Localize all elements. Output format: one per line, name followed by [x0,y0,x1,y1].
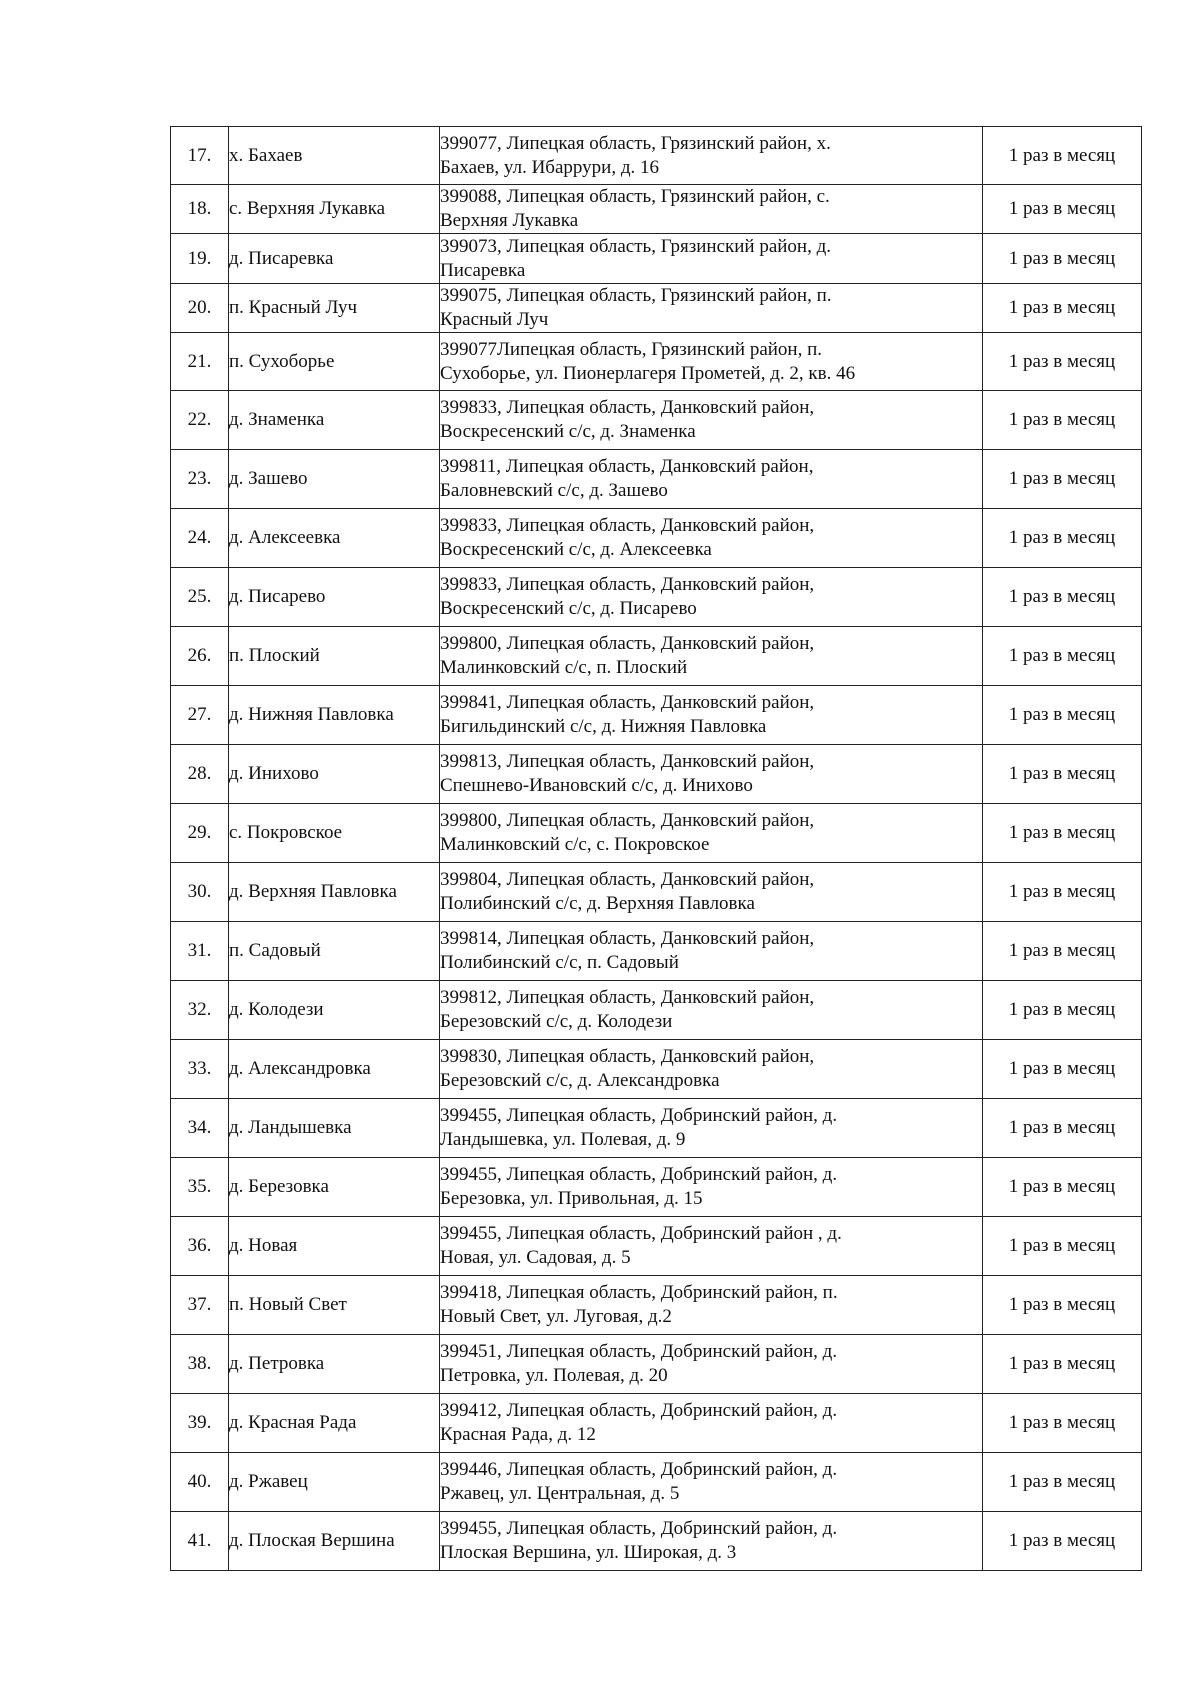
address-cell [440,391,983,450]
row-number: 25. [171,568,229,627]
address-cell [440,804,983,863]
settlement-name: д. Нижняя Павловка [229,686,440,745]
settlement-name: д. Верхняя Павловка [229,863,440,922]
settlements-table [170,126,1142,1571]
address-line-2: Малинковский с/с, с. Покровское [440,834,710,855]
address-line-2: Малинковский с/с, п. Плоский [440,657,688,678]
row-number: 22. [171,391,229,450]
row-number: 21. [171,333,229,391]
settlement-name: с. Покровское [229,804,440,863]
address-line-2: Березовский с/с, д. Александровка [440,1070,720,1091]
table-row [171,1099,1142,1158]
address-line-2: Баловневский с/с, д. Зашево [440,480,668,501]
row-number: 40. [171,1453,229,1512]
frequency: 1 раз в месяц [983,1276,1142,1335]
address-line-2: Петровка, ул. Полевая, д. 20 [440,1365,668,1386]
address-cell [440,568,983,627]
table-row [171,1335,1142,1394]
frequency: 1 раз в месяц [983,509,1142,568]
row-number: 38. [171,1335,229,1394]
frequency: 1 раз в месяц [983,1335,1142,1394]
address-cell [440,745,983,804]
address-cell [440,1512,983,1571]
address-cell [440,333,983,391]
address-line-1: 399418, Липецкая область, Добринский район, п. [440,1282,838,1303]
settlement-name: п. Плоский [229,627,440,686]
settlement-name: д. Березовка [229,1158,440,1217]
frequency: 1 раз в месяц [983,804,1142,863]
settlement-name: д. Знаменка [229,391,440,450]
address-line-1: 399088, Липецкая область, Грязинский район, с. [440,186,830,207]
address-line-1: 399455, Липецкая область, Добринский район, д. [440,1518,838,1539]
table-row [171,391,1142,450]
address-line-1: 399814, Липецкая область, Данковский район, [440,928,815,949]
settlement-name: с. Верхняя Лукавка [229,185,440,234]
table-row [171,1158,1142,1217]
table-row [171,981,1142,1040]
row-number: 28. [171,745,229,804]
address-line-1: 399800, Липецкая область, Данковский район, [440,633,815,654]
address-cell [440,509,983,568]
address-cell [440,1394,983,1453]
settlement-name: д. Зашево [229,450,440,509]
frequency: 1 раз в месяц [983,863,1142,922]
address-line-2: Спешнево-Ивановский с/с, д. Инихово [440,775,753,796]
settlement-name: п. Сухоборье [229,333,440,391]
table-row [171,686,1142,745]
settlement-name: п. Красный Луч [229,284,440,333]
row-number: 23. [171,450,229,509]
settlement-name: д. Красная Рада [229,1394,440,1453]
address-line-2: Воскресенский с/с, д. Знаменка [440,421,696,442]
table-row [171,922,1142,981]
address-line-1: 399455, Липецкая область, Добринский район, д. [440,1105,838,1126]
address-line-1: 399451, Липецкая область, Добринский район, д. [440,1341,838,1362]
settlement-name: п. Новый Свет [229,1276,440,1335]
address-cell [440,1276,983,1335]
address-line-2: Писаревка [440,259,526,281]
frequency: 1 раз в месяц [983,1040,1142,1099]
settlement-name: д. Писаревка [229,234,440,284]
address-line-1: 399077, Липецкая область, Грязинский район, х. [440,132,831,154]
row-number: 41. [171,1512,229,1571]
settlement-name: д. Ржавец [229,1453,440,1512]
address-line-2: Березовский с/с, д. Колодези [440,1011,673,1032]
frequency: 1 раз в месяц [983,127,1142,185]
address-cell [440,627,983,686]
frequency: 1 раз в месяц [983,922,1142,981]
settlement-name: д. Новая [229,1217,440,1276]
row-number: 20. [171,284,229,333]
table-row [171,863,1142,922]
frequency: 1 раз в месяц [983,185,1142,234]
address-line-1: 399075, Липецкая область, Грязинский район, п. [440,285,832,306]
frequency: 1 раз в месяц [983,1099,1142,1158]
table-row [171,234,1142,284]
address-cell [440,686,983,745]
address-line-2: Березовка, ул. Привольная, д. 15 [440,1188,703,1209]
address-line-2: Бахаев, ул. Ибаррури, д. 16 [440,156,659,178]
frequency: 1 раз в месяц [983,450,1142,509]
address-line-2: Плоская Вершина, ул. Широкая, д. 3 [440,1542,737,1563]
table-row [171,1394,1142,1453]
address-line-1: 399833, Липецкая область, Данковский район, [440,574,815,595]
address-cell [440,450,983,509]
settlement-name: п. Садовый [229,922,440,981]
address-cell [440,127,983,185]
address-cell [440,284,983,333]
address-line-1: 399841, Липецкая область, Данковский район, [440,692,815,713]
address-line-1: 399446, Липецкая область, Добринский район, д. [440,1459,838,1480]
table-row [171,1453,1142,1512]
address-line-2: Новый Свет, ул. Луговая, д.2 [440,1306,672,1327]
address-cell [440,1335,983,1394]
row-number: 19. [171,234,229,284]
settlement-name: д. Писарево [229,568,440,627]
row-number: 34. [171,1099,229,1158]
address-line-2: Полибинский с/с, д. Верхняя Павловка [440,893,755,914]
row-number: 30. [171,863,229,922]
address-line-1: 399833, Липецкая область, Данковский район, [440,397,815,418]
frequency: 1 раз в месяц [983,234,1142,284]
row-number: 29. [171,804,229,863]
table-row [171,1276,1142,1335]
settlement-name: д. Ландышевка [229,1099,440,1158]
settlement-name: д. Алексеевка [229,509,440,568]
table-row [171,804,1142,863]
row-number: 35. [171,1158,229,1217]
address-line-2: Верхняя Лукавка [440,210,579,231]
address-line-1: 399455, Липецкая область, Добринский район , д. [440,1223,842,1244]
table-row [171,450,1142,509]
table-row [171,1217,1142,1276]
table-row [171,127,1142,185]
settlement-name: д. Колодези [229,981,440,1040]
table-row [171,568,1142,627]
address-cell [440,234,983,284]
address-cell [440,1040,983,1099]
address-cell [440,981,983,1040]
row-number: 37. [171,1276,229,1335]
address-cell [440,1099,983,1158]
frequency: 1 раз в месяц [983,981,1142,1040]
address-line-1: 399813, Липецкая область, Данковский район, [440,751,815,772]
address-line-1: 399833, Липецкая область, Данковский район, [440,515,815,536]
address-line-2: Бигильдинский с/с, д. Нижняя Павловка [440,716,767,737]
address-line-1: 399811, Липецкая область, Данковский район, [440,456,814,477]
address-line-2: Красный Луч [440,309,549,330]
address-line-2: Воскресенский с/с, д. Алексеевка [440,539,712,560]
settlement-name: д. Петровка [229,1335,440,1394]
settlement-name: д. Александровка [229,1040,440,1099]
address-line-1: 399812, Липецкая область, Данковский район, [440,987,815,1008]
address-cell [440,1217,983,1276]
row-number: 26. [171,627,229,686]
frequency: 1 раз в месяц [983,1158,1142,1217]
address-line-2: Новая, ул. Садовая, д. 5 [440,1247,631,1268]
address-line-2: Красная Рада, д. 12 [440,1424,596,1445]
frequency: 1 раз в месяц [983,686,1142,745]
address-line-2: Ржавец, ул. Центральная, д. 5 [440,1483,680,1504]
frequency: 1 раз в месяц [983,745,1142,804]
frequency: 1 раз в месяц [983,1512,1142,1571]
row-number: 24. [171,509,229,568]
frequency: 1 раз в месяц [983,333,1142,391]
frequency: 1 раз в месяц [983,391,1142,450]
address-cell [440,1453,983,1512]
row-number: 17. [171,127,229,185]
address-line-1: 399077Липецкая область, Грязинский район, п. [440,338,823,360]
row-number: 39. [171,1394,229,1453]
address-line-1: 399804, Липецкая область, Данковский район, [440,869,815,890]
settlement-name: х. Бахаев [229,127,440,185]
address-line-1: 399455, Липецкая область, Добринский район, д. [440,1164,838,1185]
address-line-1: 399073, Липецкая область, Грязинский район, д. [440,235,832,257]
address-cell [440,863,983,922]
table-row [171,627,1142,686]
address-line-2: Сухоборье, ул. Пионерлагеря Прометей, д. 2, кв. 46 [440,362,856,384]
table-row [171,745,1142,804]
settlement-name: д. Плоская Вершина [229,1512,440,1571]
address-cell [440,1158,983,1217]
frequency: 1 раз в месяц [983,284,1142,333]
table-body [171,127,1142,1571]
row-number: 33. [171,1040,229,1099]
frequency: 1 раз в месяц [983,1217,1142,1276]
address-cell [440,185,983,234]
address-line-1: 399800, Липецкая область, Данковский район, [440,810,815,831]
address-line-1: 399412, Липецкая область, Добринский район, д. [440,1400,838,1421]
address-line-1: 399830, Липецкая область, Данковский район, [440,1046,815,1067]
table-row [171,185,1142,234]
table-row [171,333,1142,391]
row-number: 27. [171,686,229,745]
frequency: 1 раз в месяц [983,568,1142,627]
table-row [171,1512,1142,1571]
row-number: 31. [171,922,229,981]
frequency: 1 раз в месяц [983,627,1142,686]
row-number: 36. [171,1217,229,1276]
settlement-name: д. Инихово [229,745,440,804]
table-row [171,509,1142,568]
address-cell [440,922,983,981]
address-line-2: Воскресенский с/с, д. Писарево [440,598,697,619]
address-line-2: Ландышевка, ул. Полевая, д. 9 [440,1129,686,1150]
address-line-2: Полибинский с/с, п. Садовый [440,952,679,973]
frequency: 1 раз в месяц [983,1453,1142,1512]
row-number: 32. [171,981,229,1040]
frequency: 1 раз в месяц [983,1394,1142,1453]
table-row [171,284,1142,333]
table-row [171,1040,1142,1099]
row-number: 18. [171,185,229,234]
